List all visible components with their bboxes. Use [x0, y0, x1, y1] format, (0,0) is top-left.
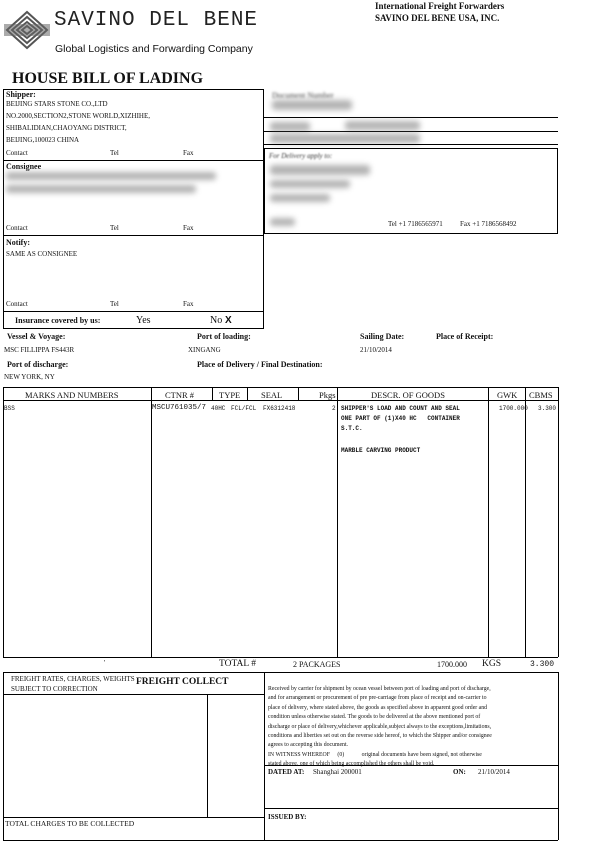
cargo-descr-1: SHIPPER'S LOAD AND COUNT AND SEAL [341, 405, 460, 412]
consignee-tel-label: Tel [110, 224, 119, 232]
cargo-pkgs: 2 [332, 405, 336, 412]
delivery-agent-redacted-3 [270, 194, 330, 202]
col-header-descr: DESCR. OF GOODS [371, 390, 445, 400]
terms-line-4: condition unless otherwise stated. The goods to be delivered at the above mentioned port of [268, 714, 481, 721]
col-header-pkgs: Pkgs [319, 390, 336, 400]
document-number-redacted [272, 100, 352, 110]
company-tagline: Global Logistics and Forwarding Company [55, 43, 253, 55]
notify-tel-label: Tel [110, 300, 119, 308]
shipper-contact-label: Contact [6, 149, 28, 157]
total-weight-unit: KGS [482, 659, 502, 669]
insurance-yes: Yes [136, 315, 151, 326]
col-header-type: TYPE [219, 390, 241, 400]
terms-line-5: discharge or place of delivery,whichever applicable,subject always to the exceptions,limitations, [268, 723, 492, 730]
consignee-redacted-2 [6, 185, 196, 193]
notify-fax-label: Fax [183, 300, 194, 308]
consignee-fax-label: Fax [183, 224, 194, 232]
freight-label-1: FREIGHT RATES, CHARGES, WEIGHTS [11, 675, 135, 683]
notify-contact-label: Contact [6, 300, 28, 308]
reference-redacted-3 [270, 134, 420, 143]
consignee-label: Consignee [6, 162, 42, 171]
cargo-ctnr: MSCU761035/7 [152, 404, 207, 412]
terms-line-6: conditions and liberties set out on the reverse side hereof, to which the Shipper and/or consignee [268, 733, 492, 740]
sailing-date-value: 21/10/2014 [360, 346, 392, 354]
delivery-agent-redacted-4 [270, 218, 295, 226]
on-value: 21/10/2014 [478, 768, 510, 776]
terms-line-3: place of delivery, where stated above, the goods as specified above in apparent good order and [268, 704, 488, 711]
dated-at-value: Shanghai 200001 [313, 768, 362, 776]
header-line-1: International Freight Forwarders [375, 1, 505, 11]
port-discharge-label: Port of discharge: [7, 360, 69, 369]
final-destination-label: Place of Delivery / Final Destination: [197, 360, 323, 369]
dated-at-label: DATED AT: [268, 768, 305, 776]
witness-text-c: stated above, one of which being accomplished the others shall be void. [268, 761, 435, 768]
cargo-type-b: FCL/FCL [231, 405, 257, 412]
consignee-redacted-1 [6, 172, 216, 180]
total-charges-label: TOTAL CHARGES TO BE COLLECTED [5, 819, 135, 828]
freight-label-2: SUBJECT TO CORRECTION [11, 685, 98, 693]
total-cbms: 3.300 [530, 660, 555, 669]
freight-collect: FREIGHT COLLECT [136, 677, 229, 687]
shipper-tel-label: Tel [110, 149, 119, 157]
delivery-agent-tel: Tel +1 7186565971 [388, 220, 443, 228]
col-header-marks: MARKS AND NUMBERS [25, 390, 119, 400]
terms-line-2: and for arrangement or procurement of pre pre-carriage from place of receipt and on-carrier to [268, 695, 487, 702]
shipper-line-1: BEIJING STARS STONE CO.,LTD [6, 100, 108, 108]
terms-block [268, 685, 556, 770]
port-loading-label: Port of loading: [197, 332, 251, 341]
col-header-cbms: CBMS [529, 390, 553, 400]
cargo-descr-5: MARBLE CARVING PRODUCT [341, 447, 421, 454]
delivery-agent-label: For Delivery apply to: [269, 152, 333, 160]
insurance-mark: X [225, 315, 232, 326]
notify-label: Notify: [6, 238, 30, 247]
cargo-tick: ' [104, 659, 106, 667]
issued-by-label: ISSUED BY: [268, 813, 307, 821]
total-packages: 2 PACKAGES [293, 660, 341, 669]
insurance-no: No [210, 315, 223, 326]
document-number-label: Document Number [272, 91, 334, 100]
terms-line-7: agrees to accepting this document. [268, 742, 349, 749]
witness-text-a: IN WITNESS WHEREOF [268, 751, 330, 758]
terms-line-1: Received by carrier for shipment by ocean vessel between port of loading and port of discharge, [268, 686, 491, 692]
cargo-seal: FX6312418 [263, 405, 296, 412]
cargo-cbms: 3.300 [538, 405, 557, 412]
delivery-agent-fax: Fax +1 7186568492 [460, 220, 517, 228]
delivery-agent-redacted-1 [270, 165, 370, 175]
cargo-gwk: 1700.000 [499, 405, 528, 412]
vessel-label: Vessel & Voyage: [7, 332, 66, 341]
company-logo [4, 4, 50, 56]
shipper-fax-label: Fax [183, 149, 194, 157]
cargo-marks: BSS [4, 405, 15, 412]
col-header-seal: SEAL [261, 390, 283, 400]
witness-count: (0) [337, 751, 345, 758]
on-label: ON: [453, 768, 466, 776]
port-discharge-value: NEW YORK, NY [4, 373, 55, 381]
shipper-line-4: BEIJING,100023 CHINA [6, 136, 80, 144]
reference-redacted-1 [270, 122, 310, 131]
shipper-line-3: SHIBALIDIAN,CHAOYANG DISTRICT, [6, 124, 127, 132]
place-receipt-label: Place of Receipt: [436, 332, 494, 341]
insurance-label: Insurance covered by us: [15, 316, 101, 325]
cargo-type-a: 40HC [211, 405, 226, 412]
vessel-value: MSC FILLIPPA FS443R [4, 346, 75, 354]
company-name: SAVINO DEL BENE [54, 9, 259, 32]
cargo-descr-2: ONE PART OF (1)X40 HC CONTAINER [341, 415, 460, 422]
shipper-label: Shipper: [6, 90, 36, 99]
cargo-descr-3: S.T.C. [341, 425, 363, 432]
total-label: TOTAL # [219, 659, 256, 669]
reference-redacted-2 [345, 121, 420, 130]
page-title: HOUSE BILL OF LADING [12, 70, 204, 87]
header-line-2: SAVINO DEL BENE USA, INC. [375, 13, 500, 23]
col-header-gwk: GWK [497, 390, 518, 400]
notify-value: SAME AS CONSIGNEE [6, 250, 78, 258]
total-weight: 1700.000 [437, 660, 467, 669]
sailing-date-label: Sailing Date: [360, 332, 405, 341]
delivery-agent-redacted-2 [270, 180, 350, 188]
port-loading-value: XINGANG [188, 346, 221, 354]
consignee-contact-label: Contact [6, 224, 28, 232]
witness-text-b: original documents have been signed, not otherwise [361, 751, 482, 758]
shipper-line-2: NO.2000,SECTION2,STONE WORLD,XIZHIHE, [6, 112, 151, 120]
col-header-ctnr: CTNR # [165, 390, 195, 400]
witness-line [268, 751, 556, 760]
